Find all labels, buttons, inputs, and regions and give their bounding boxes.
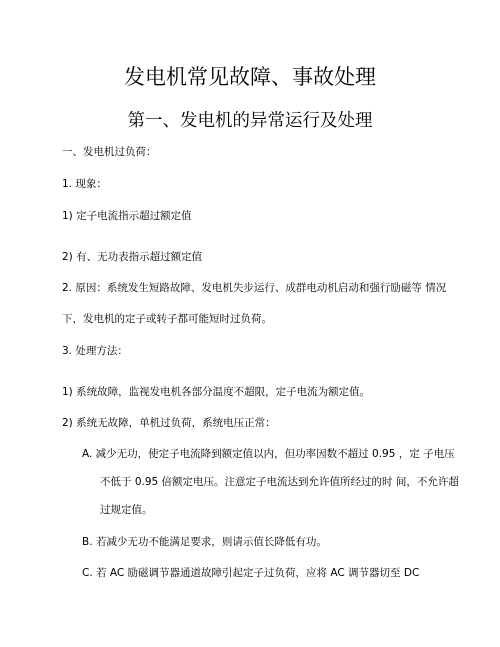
paragraph-line: 过规定值。 (100, 504, 153, 516)
paragraph-line: 1) 系统故障，监视发电机各部分温度不超限，定子电流为额定值。 (62, 386, 371, 398)
paragraph-line: 下，发电机的定子或转子都可能短时过负荷。 (62, 313, 272, 325)
paragraph-line: C. 若 AC 励磁调节器通道故障引起定子过负荷，应将 AC 调节器切至 DC (82, 567, 420, 579)
paragraph-line: A. 减少无功，使定子电流降到额定值以内，但功率因数不超过 0.95 ，定 子电压 (82, 448, 455, 460)
paragraph-line: 2. 原因：系统发生短路故障、发电机失步运行、成群电动机启动和强行励磁等 情况 (62, 282, 447, 294)
paragraph-line: 2) 系统无故障，单机过负荷，系统电压正常： (62, 417, 276, 429)
paragraph-line: 1. 现象： (62, 178, 107, 190)
paragraph-line: B. 若减少无功不能满足要求，则请示值长降低有功。 (82, 536, 327, 548)
paragraph-line: 3. 处理方法： (62, 345, 128, 357)
section-title: 第一、发电机的异常运行及处理 (127, 111, 373, 131)
paragraph-line: 2) 有、无功表指示超过额定值 (62, 251, 203, 263)
paragraph-line: 1) 定子电流指示超过额定值 (62, 210, 192, 222)
paragraph-line: 不低于 0.95 倍额定电压。注意定子电流达到允许值所经过的时 间，不允许超 (100, 476, 459, 488)
document-title: 发电机常见故障、事故处理 (124, 65, 376, 89)
paragraph-line: 一、发电机过负荷： (62, 146, 157, 158)
